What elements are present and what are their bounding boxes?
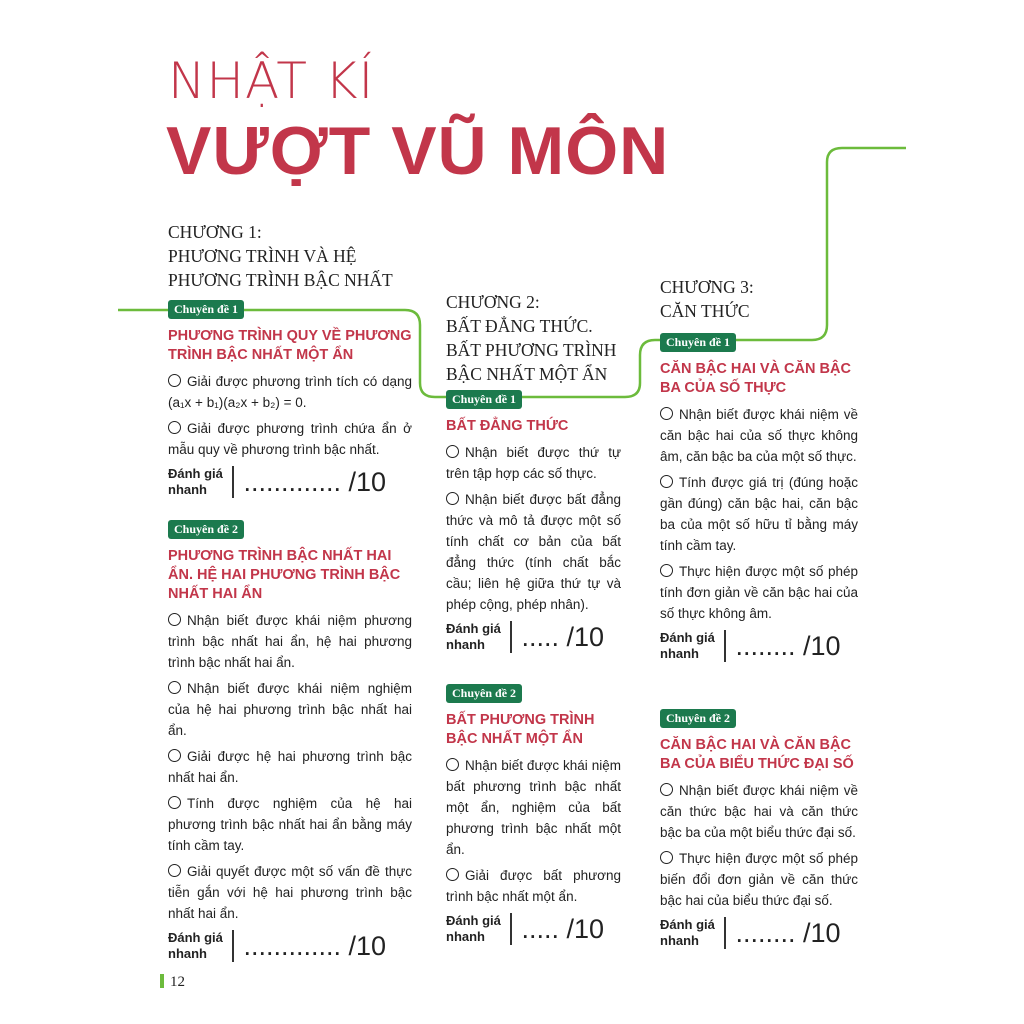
chapter-line: CHƯƠNG 2: xyxy=(446,292,540,312)
checkbox-circle-icon[interactable] xyxy=(660,475,673,488)
divider xyxy=(724,917,726,949)
objective-item xyxy=(660,472,858,556)
objective-text: Giải được hệ hai phương trình bậc nhất hai ẩn. xyxy=(168,749,412,785)
objective-text: Nhận biết được khái niệm phương trình bậc nhất hai ẩn, hệ hai phương trình bậc nhất hai ẩn. xyxy=(168,613,412,670)
divider xyxy=(510,621,512,653)
objective-item xyxy=(168,371,412,413)
topic-badge: Chuyên đề 2 xyxy=(446,684,522,703)
evaluation-label: Đánh giá nhanh xyxy=(168,466,223,497)
objective-text: Tính được nghiệm của hệ hai phương trình bậc nhất hai ẩn bằng máy tính cầm tay. xyxy=(168,796,412,853)
quick-evaluation xyxy=(660,917,858,949)
checkbox-circle-icon[interactable] xyxy=(168,421,181,434)
checkbox-circle-icon[interactable] xyxy=(446,758,459,771)
checkbox-circle-icon[interactable] xyxy=(660,564,673,577)
topic-title: BẤT ĐẲNG THỨC xyxy=(446,418,569,434)
topic-badge: Chuyên đề 2 xyxy=(168,520,244,539)
topic-section xyxy=(446,390,621,653)
checkbox-circle-icon[interactable] xyxy=(660,407,673,420)
score-field[interactable]: ........ /10 xyxy=(735,917,841,948)
checkbox-circle-icon[interactable] xyxy=(168,796,181,809)
topic-badge: Chuyên đề 2 xyxy=(660,709,736,728)
objective-item xyxy=(168,678,412,741)
objective-text: Nhận biết được thứ tự trên tập hợp các số thực. xyxy=(446,445,621,481)
score-field[interactable]: ............. /10 xyxy=(243,930,387,961)
title-line1: NHẬT KÍ xyxy=(168,52,375,110)
objective-item xyxy=(660,780,858,843)
objective-text: Giải quyết được một số vấn đề thực tiễn gắn với hệ hai phương trình bậc nhất hai ẩn. xyxy=(168,864,412,921)
checkbox-circle-icon[interactable] xyxy=(168,749,181,762)
topic-section xyxy=(168,520,412,962)
objective-item xyxy=(446,442,621,484)
objective-item xyxy=(660,561,858,624)
page-number-text: 12 xyxy=(170,974,185,990)
objective-item xyxy=(446,755,621,860)
chapter-heading xyxy=(168,220,432,292)
divider xyxy=(724,630,726,662)
objective-item xyxy=(168,610,412,673)
page-number xyxy=(160,974,185,991)
objective-item xyxy=(168,793,412,856)
evaluation-label: Đánh giá nhanh xyxy=(168,930,223,961)
objective-text: Tính được giá trị (đúng hoặc gần đúng) căn bậc hai, căn bậc ba của một số hữu tỉ bằng máy tính cầm tay. xyxy=(660,475,858,553)
topic-section xyxy=(660,333,858,662)
objective-text: Giải được phương trình tích có dạng (a₁x + b₁)(a₂x + b₂) = 0. xyxy=(168,374,412,410)
topic-title: BẤT PHƯƠNG TRÌNH BẬC NHẤT MỘT ẨN xyxy=(446,712,595,747)
chapter-line: CĂN THỨC xyxy=(660,301,750,321)
objective-text: Thực hiện được một số phép biến đổi đơn giản về căn thức bậc hai của biểu thức đại số. xyxy=(660,851,858,908)
quick-evaluation xyxy=(168,466,412,498)
score-field[interactable]: ........ /10 xyxy=(735,630,841,661)
objective-item xyxy=(168,861,412,924)
checkbox-circle-icon[interactable] xyxy=(446,868,459,881)
chapter-line: PHƯƠNG TRÌNH BẬC NHẤT xyxy=(168,270,393,290)
checkbox-circle-icon[interactable] xyxy=(660,783,673,796)
objective-text: Nhận biết được khái niệm nghiệm của hệ hai phương trình bậc nhất hai ẩn. xyxy=(168,681,412,738)
topic-title: PHƯƠNG TRÌNH BẬC NHẤT HAI ẨN. HỆ HAI PHƯƠNG TRÌNH BẬC NHẤT HAI ẨN xyxy=(168,548,401,602)
score-field[interactable]: ............. /10 xyxy=(243,466,387,497)
checkbox-circle-icon[interactable] xyxy=(168,374,181,387)
objective-text: Nhận biết được khái niệm về căn thức bậc hai và căn thức bậc ba của một biểu thức đại số. xyxy=(660,783,858,840)
chapter-line: BẬC NHẤT MỘT ẨN xyxy=(446,364,608,384)
objective-text: Nhận biết được khái niệm bất phương trình bậc nhất một ẩn, nghiệm của bất phương trình bậc nhất một ẩn. xyxy=(446,758,621,857)
objective-text: Thực hiện được một số phép tính đơn giản về căn bậc hai của số thực không âm. xyxy=(660,564,858,621)
quick-evaluation xyxy=(168,930,412,962)
topic-section xyxy=(446,684,621,945)
topic-badge: Chuyên đề 1 xyxy=(446,390,522,409)
divider xyxy=(510,913,512,945)
objective-text: Giải được bất phương trình bậc nhất một ẩn. xyxy=(446,868,621,904)
checkbox-circle-icon[interactable] xyxy=(660,851,673,864)
checkbox-circle-icon[interactable] xyxy=(446,492,459,505)
score-field[interactable]: ..... /10 xyxy=(521,913,605,944)
evaluation-label: Đánh giá nhanh xyxy=(660,917,715,948)
objective-text: Nhận biết được khái niệm về căn bậc hai của số thực không âm, căn bậc ba của một số thực. xyxy=(660,407,858,464)
objective-item xyxy=(168,418,412,460)
objective-item xyxy=(660,404,858,467)
quick-evaluation xyxy=(446,913,621,945)
score-field[interactable]: ..... /10 xyxy=(521,621,605,652)
topic-title: CĂN BẬC HAI VÀ CĂN BẬC BA CỦA SỐ THỰC xyxy=(660,361,851,396)
chapter-heading xyxy=(446,290,641,386)
checkbox-circle-icon[interactable] xyxy=(446,445,459,458)
evaluation-label: Đánh giá nhanh xyxy=(446,913,501,944)
evaluation-label: Đánh giá nhanh xyxy=(446,621,501,652)
chapter-line: CHƯƠNG 3: xyxy=(660,277,754,297)
evaluation-label: Đánh giá nhanh xyxy=(660,630,715,661)
objective-item xyxy=(168,746,412,788)
checkbox-circle-icon[interactable] xyxy=(168,613,181,626)
topic-badge: Chuyên đề 1 xyxy=(660,333,736,352)
chapter-heading xyxy=(660,275,878,323)
topic-badge: Chuyên đề 1 xyxy=(168,300,244,319)
chapter-line: PHƯƠNG TRÌNH VÀ HỆ xyxy=(168,246,357,266)
topic-section xyxy=(660,709,858,949)
objective-item xyxy=(446,865,621,907)
topic-section xyxy=(168,300,412,498)
objective-text: Nhận biết được bất đẳng thức và mô tả được một số tính chất cơ bản của bất đẳng thức (tính chất bắc cầu; liên hệ giữa thứ tự và phép cộng, phép nhân). xyxy=(446,492,621,612)
topic-title: PHƯƠNG TRÌNH QUY VỀ PHƯƠNG TRÌNH BẬC NHẤT MỘT ẨN xyxy=(168,328,412,363)
chapter-line: BẤT ĐẲNG THỨC. xyxy=(446,316,593,336)
divider xyxy=(232,466,234,498)
objective-item xyxy=(660,848,858,911)
title-line2: VƯỢT VŨ MÔN xyxy=(166,113,670,189)
chapter-line: BẤT PHƯƠNG TRÌNH xyxy=(446,340,617,360)
quick-evaluation xyxy=(446,621,621,653)
checkbox-circle-icon[interactable] xyxy=(168,864,181,877)
chapter-line: CHƯƠNG 1: xyxy=(168,222,262,242)
objective-item xyxy=(446,489,621,615)
topic-title: CĂN BẬC HAI VÀ CĂN BẬC BA CỦA BIỂU THỨC ĐẠI SỐ xyxy=(660,737,854,772)
checkbox-circle-icon[interactable] xyxy=(168,681,181,694)
quick-evaluation xyxy=(660,630,858,662)
objective-text: Giải được phương trình chứa ẩn ở mẫu quy về phương trình bậc nhất. xyxy=(168,421,412,457)
divider xyxy=(232,930,234,962)
